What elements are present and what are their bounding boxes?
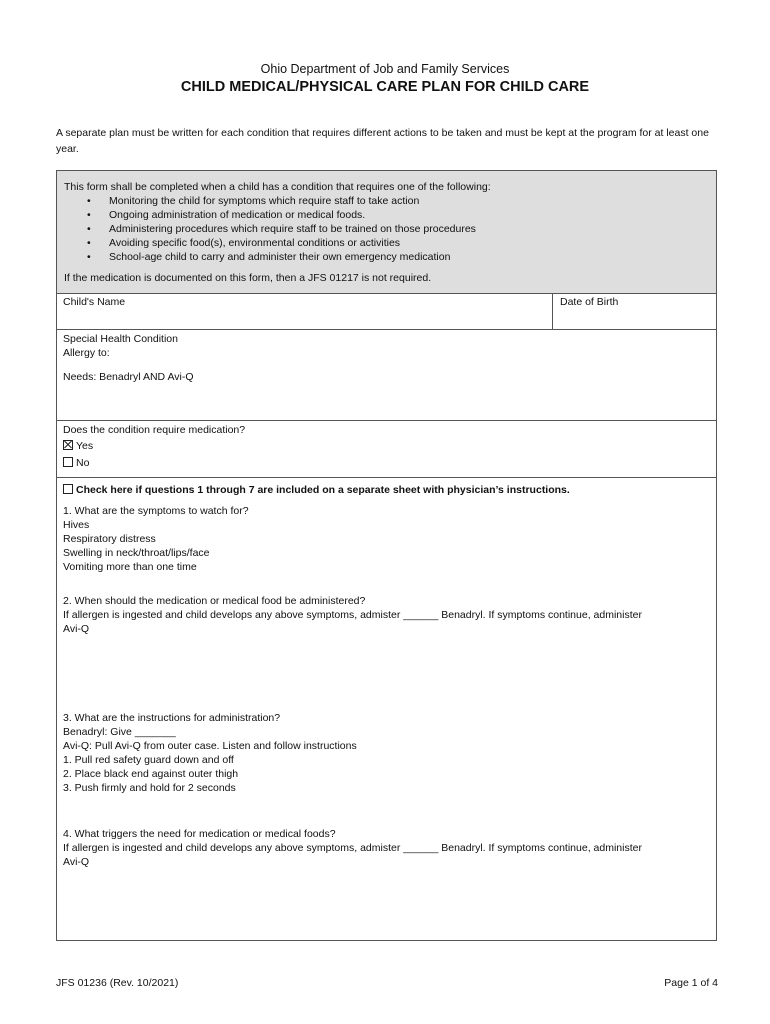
separate-sheet-option[interactable] xyxy=(63,483,570,497)
question-4 xyxy=(63,827,642,869)
instructions-box xyxy=(57,171,716,293)
question-2 xyxy=(63,594,642,636)
instructions-lead: This form shall be completed when a child has a condition that requires one of the following: xyxy=(64,181,491,193)
yes-checkbox[interactable] xyxy=(63,440,73,450)
list-item: • Administering procedures which require staff to be trained on those procedures xyxy=(85,222,476,236)
question-2-answer-line[interactable]: If allergen is ingested and child develops any above symptoms, admister ______ Benadryl. If symptoms continue, administer xyxy=(63,609,642,621)
child-name-label: Child's Name xyxy=(63,296,126,308)
agency-name: Ohio Department of Job and Family Services xyxy=(260,62,510,76)
question-1-answer-line[interactable]: Swelling in neck/throat/lips/face xyxy=(63,547,210,559)
question-3 xyxy=(63,711,357,795)
list-item: • Monitoring the child for symptoms which require staff to take action xyxy=(85,194,476,208)
date-of-birth-cell xyxy=(552,294,716,329)
date-of-birth-label: Date of Birth xyxy=(560,296,619,308)
medication-question: Does the condition require medication? xyxy=(63,424,246,436)
medication-section xyxy=(57,420,716,477)
list-item: • Avoiding specific food(s), environmental conditions or activities xyxy=(85,236,476,250)
question-2-answer-line[interactable]: Avi-Q xyxy=(63,623,90,635)
yes-label: Yes xyxy=(76,440,94,452)
needs-text[interactable]: Needs: Benadryl AND Avi-Q xyxy=(63,371,194,383)
care-plan-form xyxy=(56,170,717,941)
question-4-text: 4. What triggers the need for medication or medical foods? xyxy=(63,828,336,840)
question-1-answer-line[interactable]: Hives xyxy=(63,519,90,531)
question-1-answer-line[interactable]: Respiratory distress xyxy=(63,533,156,545)
instructions-list xyxy=(85,194,476,264)
intro-text: A separate plan must be written for each condition that requires different actions to be taken and must be kept at the program for at least one year. xyxy=(56,127,709,155)
instructions-note: If the medication is documented on this form, then a JFS 01217 is not required. xyxy=(64,272,432,284)
question-3-answer-line[interactable]: Avi-Q: Pull Avi-Q from outer case. Listen and follow instructions xyxy=(63,740,357,752)
question-1-answer-line[interactable]: Vomiting more than one time xyxy=(63,561,197,573)
no-label: No xyxy=(76,457,90,469)
condition-label: Special Health Condition xyxy=(63,333,178,345)
child-info-row xyxy=(57,293,716,329)
page-title: CHILD MEDICAL/PHYSICAL CARE PLAN FOR CHILD CARE xyxy=(180,79,590,95)
questions-section xyxy=(57,477,716,942)
question-3-answer-line[interactable]: Benadryl: Give _______ xyxy=(63,726,176,738)
list-item: • School-age child to carry and administer their own emergency medication xyxy=(85,250,476,264)
form-id: JFS 01236 (Rev. 10/2021) xyxy=(56,977,179,989)
question-3-text: 3. What are the instructions for administration? xyxy=(63,712,281,724)
page-number: Page 1 of 4 xyxy=(664,977,718,989)
question-1 xyxy=(63,504,249,574)
question-3-answer-line[interactable]: 1. Pull red safety guard down and off xyxy=(63,754,234,766)
allergy-label: Allergy to: xyxy=(63,347,110,359)
list-item: • Ongoing administration of medication or medical foods. xyxy=(85,208,476,222)
question-4-answer-line[interactable]: Avi-Q xyxy=(63,856,90,868)
question-2-text: 2. When should the medication or medical food be administered? xyxy=(63,595,366,607)
medication-no-option[interactable] xyxy=(63,456,89,470)
question-3-answer-line[interactable]: 3. Push firmly and hold for 2 seconds xyxy=(63,782,236,794)
medication-yes-option[interactable] xyxy=(63,439,93,453)
separate-sheet-checkbox[interactable] xyxy=(63,484,73,494)
condition-section xyxy=(57,329,716,420)
question-3-answer-line[interactable]: 2. Place black end against outer thigh xyxy=(63,768,239,780)
no-checkbox[interactable] xyxy=(63,457,73,467)
question-4-answer-line[interactable]: If allergen is ingested and child develops any above symptoms, admister ______ Benadryl. If symptoms continue, administer xyxy=(63,842,642,854)
separate-sheet-label: Check here if questions 1 through 7 are included on a separate sheet with physician’s instructions. xyxy=(76,484,570,496)
question-1-text: 1. What are the symptoms to watch for? xyxy=(63,505,249,517)
